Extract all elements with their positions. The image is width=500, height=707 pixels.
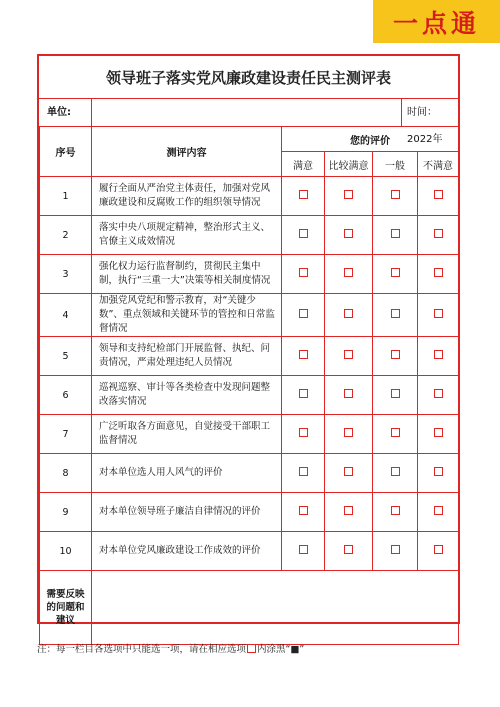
row-content: 落实中央八项规定精神，整治形式主义、官僚主义成效情况 (92, 216, 282, 255)
option-cell-average (373, 454, 418, 493)
option-header-average: 一般 (373, 152, 418, 177)
checkbox-satisfied[interactable] (299, 229, 308, 238)
option-cell-fairly-satisfied (325, 337, 373, 376)
option-cell-average (373, 216, 418, 255)
checkbox-average[interactable] (391, 268, 400, 277)
checkbox-satisfied[interactable] (299, 467, 308, 476)
option-cell-satisfied (282, 337, 325, 376)
option-cell-average (373, 294, 418, 337)
option-cell-satisfied (282, 532, 325, 571)
checkbox-average[interactable] (391, 428, 400, 437)
checkbox-satisfied[interactable] (299, 428, 308, 437)
row-content: 对本单位党风廉政建设工作成效的评价 (92, 532, 282, 571)
row-seq: 6 (40, 376, 92, 415)
checkbox-average[interactable] (391, 350, 400, 359)
option-cell-satisfied (282, 415, 325, 454)
checkbox-average[interactable] (391, 545, 400, 554)
row-content: 对本单位选人用人风气的评价 (92, 454, 282, 493)
checkbox-fairly-satisfied[interactable] (344, 309, 353, 318)
checkbox-average[interactable] (391, 190, 400, 199)
row-content: 广泛听取各方面意见，自觉接受干部职工监督情况 (92, 415, 282, 454)
option-cell-satisfied (282, 216, 325, 255)
row-seq: 7 (40, 415, 92, 454)
option-header-satisfied: 满意 (282, 152, 325, 177)
row-seq: 9 (40, 493, 92, 532)
checkbox-satisfied[interactable] (299, 545, 308, 554)
table-row (40, 415, 459, 454)
option-cell-satisfied (282, 294, 325, 337)
checkbox-unsatisfied[interactable] (434, 229, 443, 238)
checkbox-satisfied[interactable] (299, 190, 308, 199)
checkbox-unsatisfied[interactable] (434, 350, 443, 359)
option-cell-satisfied (282, 493, 325, 532)
option-header-fairly-satisfied: 比较满意 (325, 152, 373, 177)
checkbox-fairly-satisfied[interactable] (344, 506, 353, 515)
feedback-input[interactable] (92, 571, 459, 645)
footnote-middle: 内涂黑“ (257, 644, 291, 655)
option-cell-unsatisfied (418, 493, 459, 532)
option-cell-fairly-satisfied (325, 415, 373, 454)
checkbox-fairly-satisfied[interactable] (344, 389, 353, 398)
option-cell-unsatisfied (418, 337, 459, 376)
checkbox-unsatisfied[interactable] (434, 545, 443, 554)
row-seq: 8 (40, 454, 92, 493)
option-cell-fairly-satisfied (325, 493, 373, 532)
option-cell-fairly-satisfied (325, 532, 373, 571)
option-cell-unsatisfied (418, 376, 459, 415)
checkbox-fairly-satisfied[interactable] (344, 467, 353, 476)
option-cell-unsatisfied (418, 454, 459, 493)
table-row (40, 454, 459, 493)
option-cell-unsatisfied (418, 415, 459, 454)
checkbox-unsatisfied[interactable] (434, 506, 443, 515)
checkbox-fairly-satisfied[interactable] (344, 268, 353, 277)
option-cell-fairly-satisfied (325, 177, 373, 216)
table-row (40, 255, 459, 294)
option-header-unsatisfied: 不满意 (418, 152, 459, 177)
checkbox-satisfied[interactable] (299, 389, 308, 398)
option-cell-average (373, 376, 418, 415)
option-cell-fairly-satisfied (325, 454, 373, 493)
checkbox-average[interactable] (391, 389, 400, 398)
checkbox-average[interactable] (391, 467, 400, 476)
checkbox-fairly-satisfied[interactable] (344, 350, 353, 359)
checkbox-average[interactable] (391, 309, 400, 318)
row-content: 加强党风党纪和警示教育，对“关键少数”、重点领域和关键环节的管控和日常监督情况 (92, 294, 282, 337)
header-seq: 序号 (40, 127, 92, 177)
header-evaluation: 您的评价 (282, 127, 459, 152)
option-cell-average (373, 415, 418, 454)
table-row (40, 493, 459, 532)
option-cell-fairly-satisfied (325, 376, 373, 415)
option-cell-unsatisfied (418, 216, 459, 255)
brand-logo: 一点通 (373, 0, 500, 43)
row-seq: 3 (40, 255, 92, 294)
checkbox-unsatisfied[interactable] (434, 428, 443, 437)
checkbox-unsatisfied[interactable] (434, 389, 443, 398)
option-cell-fairly-satisfied (325, 294, 373, 337)
row-content: 领导和支持纪检部门开展监督、执纪、问责情况，严肃处理违纪人员情况 (92, 337, 282, 376)
option-cell-unsatisfied (418, 177, 459, 216)
checkbox-satisfied[interactable] (299, 309, 308, 318)
row-seq: 4 (40, 294, 92, 337)
row-seq: 10 (40, 532, 92, 571)
row-seq: 5 (40, 337, 92, 376)
checkbox-unsatisfied[interactable] (434, 467, 443, 476)
option-cell-fairly-satisfied (325, 216, 373, 255)
row-content: 对本单位领导班子廉洁自律情况的评价 (92, 493, 282, 532)
row-seq: 2 (40, 216, 92, 255)
option-cell-average (373, 255, 418, 294)
option-cell-fairly-satisfied (325, 255, 373, 294)
header-content: 测评内容 (92, 127, 282, 177)
unit-input[interactable] (91, 99, 402, 126)
feedback-label: 需要反映的问题和建议 (40, 571, 92, 645)
option-cell-unsatisfied (418, 294, 459, 337)
row-content: 履行全面从严治党主体责任，加强对党风廉政建设和反腐败工作的组织领导情况 (92, 177, 282, 216)
option-cell-average (373, 532, 418, 571)
table-row (40, 294, 459, 337)
table-row (40, 532, 459, 571)
evaluation-table (39, 126, 459, 645)
footnote-suffix: ” (299, 644, 305, 655)
footnote-prefix: 注：每一栏目各选项中只能选一项，请在相应选项 (37, 644, 247, 655)
checkbox-fairly-satisfied[interactable] (344, 229, 353, 238)
row-content: 巡视巡察、审计等各类检查中发现问题整改落实情况 (92, 376, 282, 415)
checkbox-unsatisfied[interactable] (434, 190, 443, 199)
checkbox-unsatisfied[interactable] (434, 309, 443, 318)
checkbox-average[interactable] (391, 229, 400, 238)
option-cell-unsatisfied (418, 255, 459, 294)
time-label: 时间：2022年 (407, 107, 443, 145)
row-seq: 1 (40, 177, 92, 216)
option-cell-satisfied (282, 177, 325, 216)
form-title: 领导班子落实党风廉政建设责任民主测评表 (105, 68, 391, 87)
option-cell-unsatisfied (418, 532, 459, 571)
table-row (40, 376, 459, 415)
unit-label: 单位: (47, 107, 71, 118)
footnote (37, 641, 304, 655)
filled-square-icon: ■ (290, 644, 300, 655)
option-cell-satisfied (282, 376, 325, 415)
checkbox-unsatisfied[interactable] (434, 268, 443, 277)
checkbox-fairly-satisfied[interactable] (344, 190, 353, 199)
checkbox-fairly-satisfied[interactable] (344, 428, 353, 437)
option-cell-average (373, 337, 418, 376)
row-content: 强化权力运行监督制约，贯彻民主集中制，执行“三重一大”决策等相关制度情况 (92, 255, 282, 294)
checkbox-sample-icon (247, 644, 256, 653)
option-cell-satisfied (282, 255, 325, 294)
checkbox-satisfied[interactable] (299, 268, 308, 277)
checkbox-average[interactable] (391, 506, 400, 515)
checkbox-fairly-satisfied[interactable] (344, 545, 353, 554)
option-cell-average (373, 177, 418, 216)
table-row (40, 216, 459, 255)
checkbox-satisfied[interactable] (299, 350, 308, 359)
option-cell-average (373, 493, 418, 532)
evaluation-form (37, 54, 460, 624)
table-row (40, 337, 459, 376)
option-cell-satisfied (282, 454, 325, 493)
table-row (40, 177, 459, 216)
checkbox-satisfied[interactable] (299, 506, 308, 515)
